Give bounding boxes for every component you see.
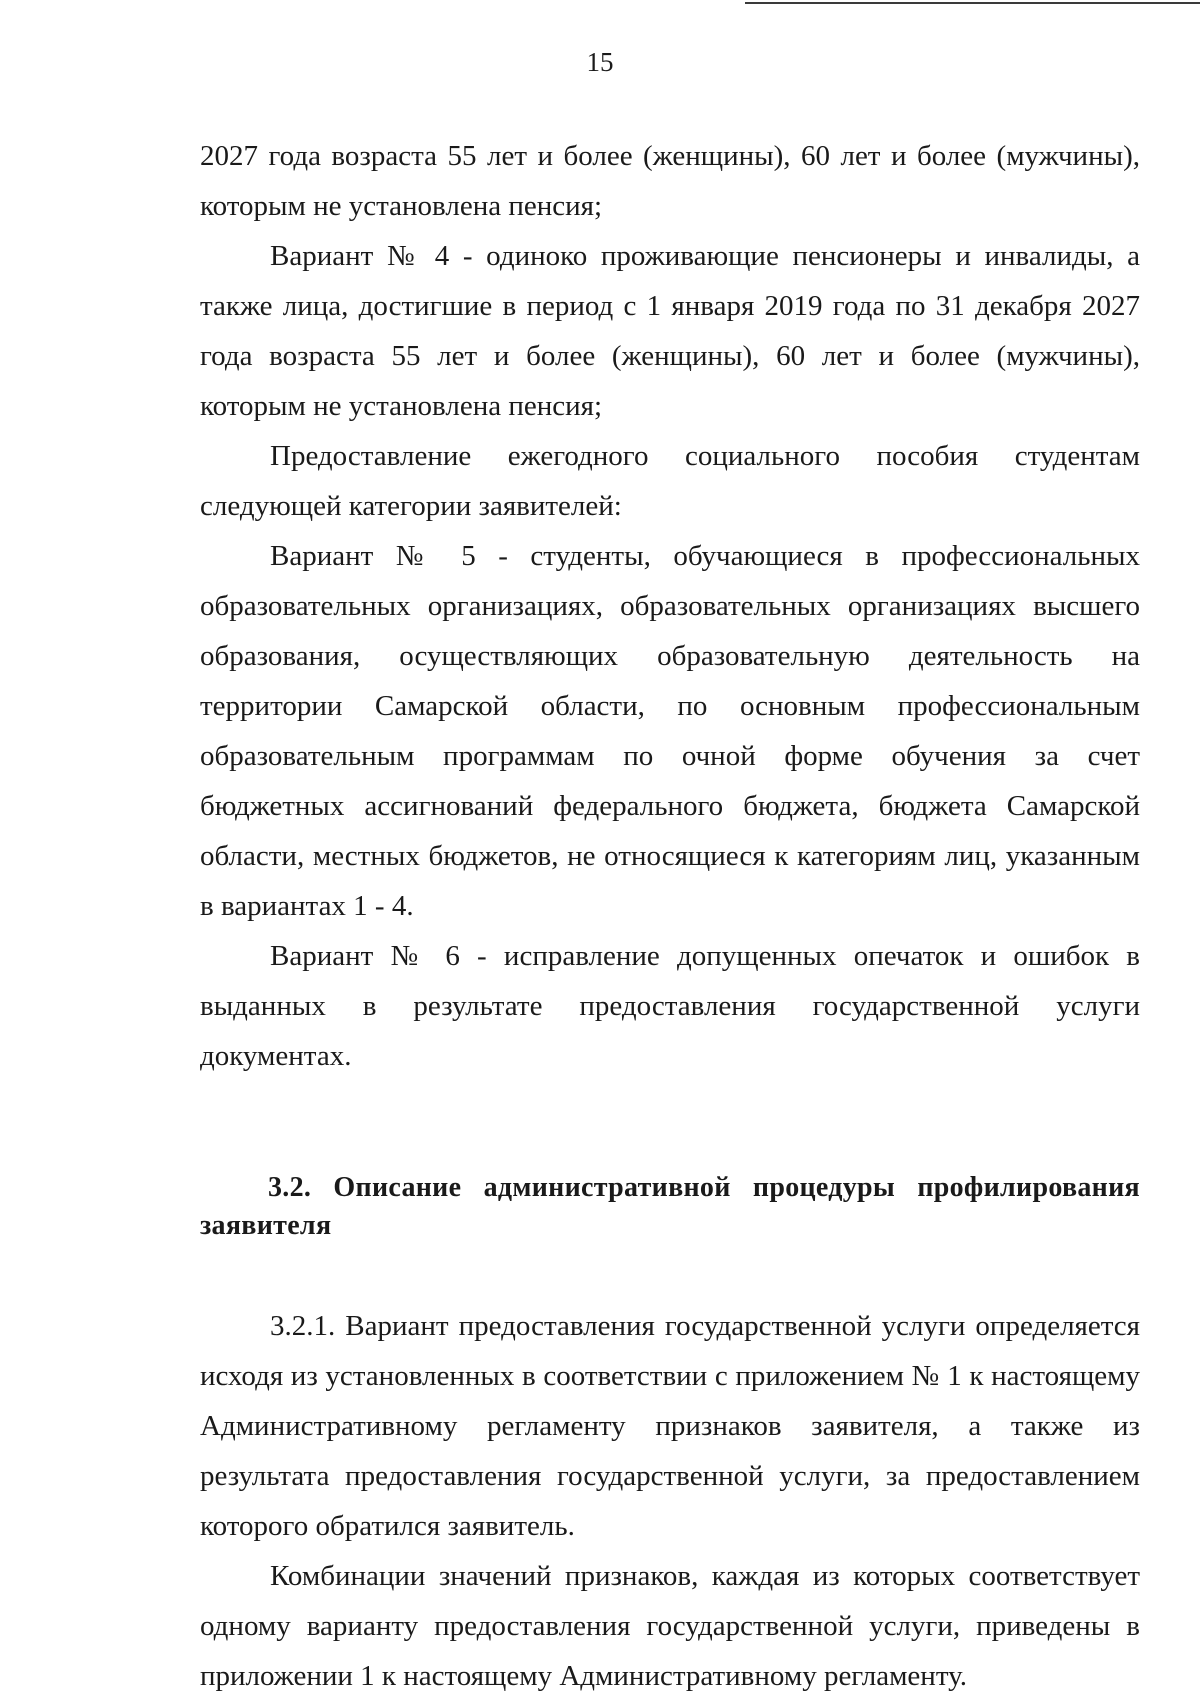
spacer	[200, 1081, 1140, 1169]
top-edge-rule	[745, 2, 1200, 4]
paragraph-variant-6: Вариант № 6 - исправление допущенных опечаток и ошибок в выданных в результате предоставления государственной услуги документах.	[200, 940, 1140, 1072]
section-heading: 3.2. Описание административной процедуры профилирования заявителя	[200, 1172, 1140, 1241]
paragraph-continuation: 2027 года возраста 55 лет и более (женщины), 60 лет и более (мужчины), которым не установлена пенсия;	[200, 140, 1140, 222]
paragraph-3-2-1: 3.2.1. Вариант предоставления государственной услуги определяется исходя из установленных в соответствии с приложением № 1 к настоящему Административному регламенту признаков заявителя, а также из результата предоставления государственной услуги, за предоставлением которого обратился заявитель.	[200, 1310, 1140, 1542]
paragraph-student-allowance: Предоставление ежегодного социального пособия студентам следующей категории заявителей:	[200, 440, 1140, 522]
page-number: 15	[586, 47, 614, 77]
document-body	[200, 131, 1140, 1701]
paragraph-variant-4: Вариант № 4 - одиноко проживающие пенсионеры и инвалиды, а также лица, достигшие в период с 1 января 2019 года по 31 декабря 2027 года возраста 55 лет и более (женщины), 60 лет и более (мужчины), которым не установлена пенсия;	[200, 240, 1140, 422]
paragraph-combinations: Комбинации значений признаков, каждая из которых соответствует одному варианту предоставления государственной услуги, приведены в приложении 1 к настоящему Административному регламенту.	[200, 1560, 1140, 1692]
paragraph-variant-5: Вариант № 5 - студенты, обучающиеся в профессиональных образовательных организациях, образовательных организациях высшего образования, осуществляющих образовательную деятельность на территории Самарской области, по основным профессиональным образовательным программам по очной форме обучения за счет бюджетных ассигнований федерального бюджета, бюджета Самарской области, местных бюджетов, не относящиеся к категориям лиц, указанным в вариантах 1 - 4.	[200, 540, 1140, 922]
spacer	[200, 1245, 1140, 1301]
